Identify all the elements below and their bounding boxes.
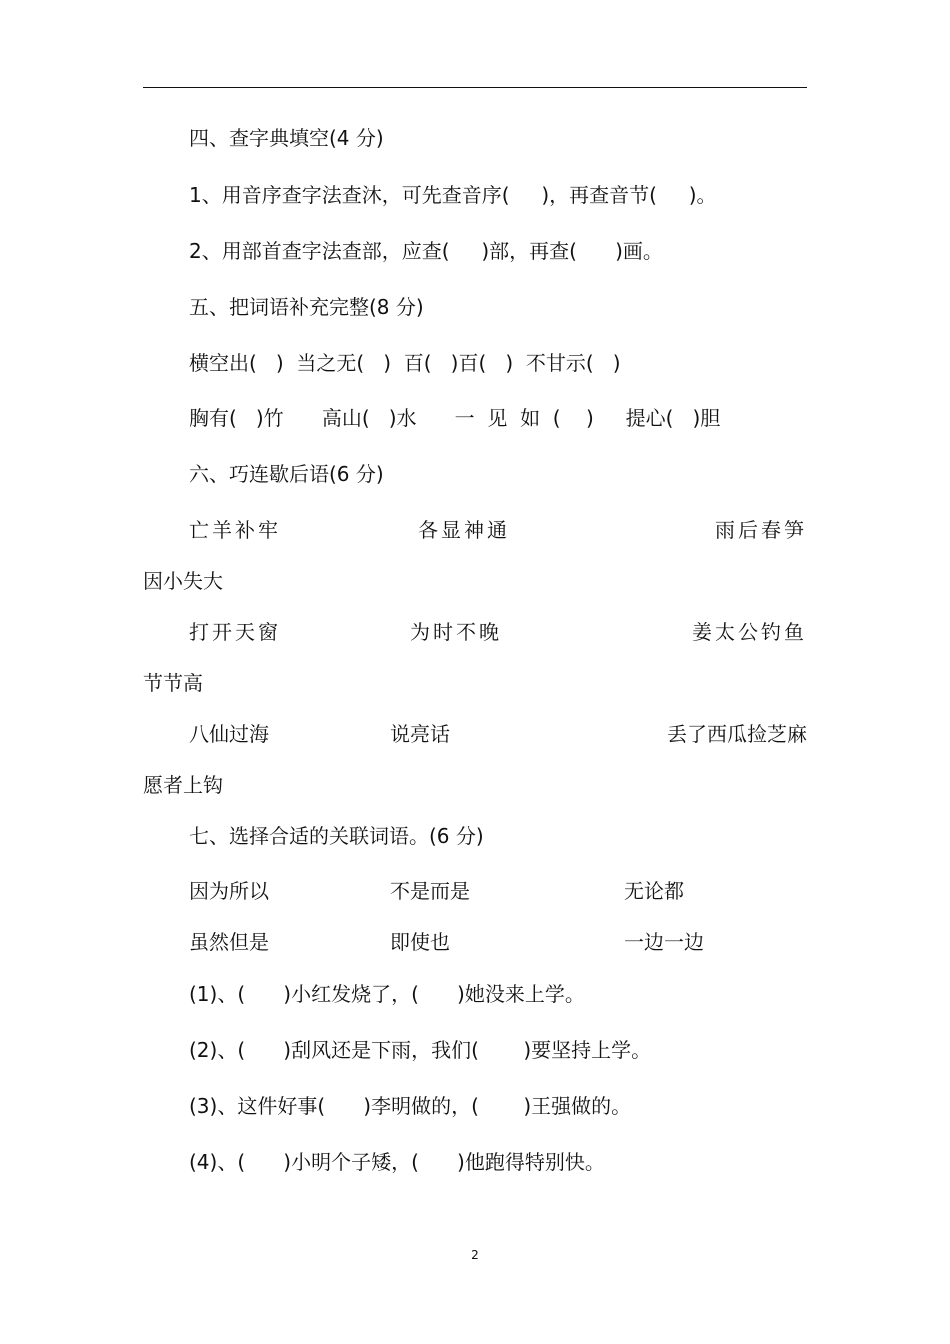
idiom-item: 说亮话	[390, 722, 450, 746]
idiom-item: 各显神通	[418, 518, 510, 542]
section7-title: 七、选择合适的关联词语。(6 分)	[189, 824, 484, 848]
conjunction-option: 无论都	[624, 879, 684, 903]
idiom-item: 亡羊补牢	[189, 518, 281, 542]
conjunction-option: 即使也	[390, 930, 450, 954]
conjunction-option: 虽然但是	[189, 930, 269, 954]
section7-question-2: (2)、( )刮风还是下雨，我们( )要坚持上学。	[189, 1038, 652, 1062]
idiom-item-wrap: 愿者上钩	[143, 773, 223, 797]
idiom-item: 为时不晚	[410, 620, 502, 644]
page-number: 2	[471, 1248, 479, 1262]
conjunction-option: 不是而是	[390, 879, 470, 903]
header-rule	[143, 87, 807, 88]
section7-question-3: (3)、这件好事( )李明做的，( )王强做的。	[189, 1094, 632, 1118]
section5-row-2: 胸有( )竹 高山( )水 一 见 如 ( ) 提心( )胆	[189, 406, 721, 430]
section7-question-1: (1)、( )小红发烧了，( )她没来上学。	[189, 982, 585, 1006]
section4-question-2: 2、用部首查字法查部，应查( )部，再查( )画。	[189, 239, 663, 263]
idiom-item: 姜太公钓鱼	[692, 620, 807, 644]
idiom-item: 丢了西瓜捡芝麻	[667, 722, 807, 746]
idiom-item: 雨后春笋	[715, 518, 807, 542]
section5-title: 五、把词语补充完整(8 分)	[189, 295, 424, 319]
idiom-item: 打开天窗	[189, 620, 281, 644]
idiom-item-wrap: 节节高	[143, 671, 203, 695]
section6-title: 六、巧连歇后语(6 分)	[189, 462, 384, 486]
section7-question-4: (4)、( )小明个子矮，( )他跑得特别快。	[189, 1150, 605, 1174]
idiom-item: 八仙过海	[189, 722, 269, 746]
idiom-item-wrap: 因小失大	[143, 569, 223, 593]
conjunction-option: 因为所以	[189, 879, 269, 903]
section4-title: 四、查字典填空(4 分)	[189, 126, 384, 150]
section4-question-1: 1、用音序查字法查沐，可先查音序( )，再查音节( )。	[189, 183, 717, 207]
conjunction-option: 一边一边	[624, 930, 704, 954]
section5-row-1: 横空出( ) 当之无( ) 百( )百( ) 不甘示( )	[189, 351, 621, 375]
